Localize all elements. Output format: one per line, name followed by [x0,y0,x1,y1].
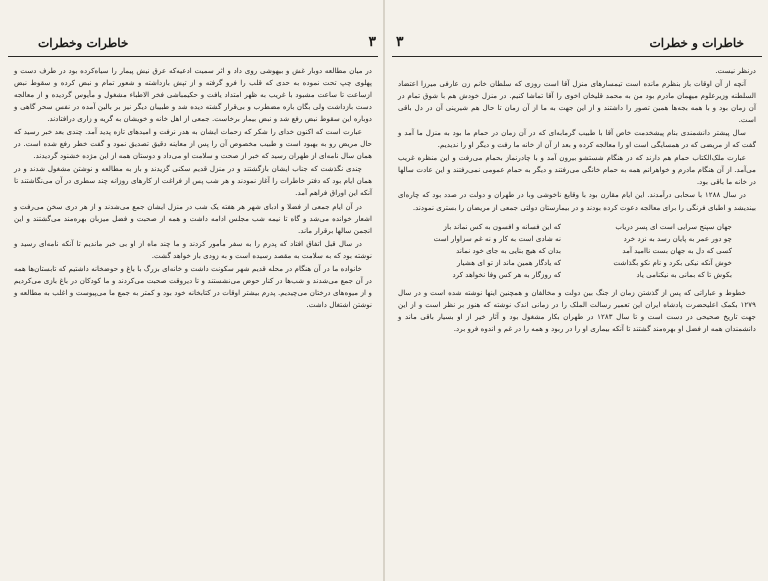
opening-line: درنظر نیست. [715,66,756,75]
poem-verse: خوش آنکه نیکی بکرد و نام نکو بگذاشت [613,257,732,267]
right-running-title: خاطرات و خطرات [649,36,744,50]
poem-verse: کسی که دل به جهان بست ناامید آمد [622,245,732,255]
right-page-closing [392,287,762,335]
paragraph: در سال ۱۲۸۸ با سحابی درآمدند. این ایام مقارن بود با وقایع ناخوشی وبا در طهران و دولت در صدد بود که چاره‌ای بیندیشد و اطبای فرنگی را برای معالجه دعوت کرده بودند و در بیمارستان دولتی جمعی از مریضان را بستری نمودند. [398,190,756,212]
poem-verse: بدان که هیچ بنایی به جای خود نماند [456,245,561,255]
poem-block [392,215,762,287]
poem-verse: چو دور عمر به پایان رسد به نزد خرد [623,233,732,243]
left-page [8,0,378,581]
right-page-number: ۳ [396,34,404,50]
paragraph: در آن ایام جمعی از فضلا و ادبای شهر هر هفته یک شب در منزل ایشان جمع می‌شدند و از هر دری سخن می‌رفت و اشعار خوانده می‌شد و گاه تا نیمه شب مجلس ادامه داشت و همه از صحبت و فضل میزبان بهره‌مند می‌گشتند و این انجمن سالها برقرار ماند. [14,201,372,235]
poem-verse: که روزگار به هر کس وفا نخواهد کرد [452,269,561,279]
book-gutter [383,0,385,581]
paragraph: سال پیشتر دانشمندی بنام پیشخدمت خاص آقا با طبیب گرمابه‌ای که در آن زمان در حمام ما بود به منزل ما آمد و گفت که از مریضی که در همسایگی است او را معالجه کرده و بعد از آن از خانه ما رفت و دیگر او را ندیدیم. [398,128,756,150]
right-page-header [392,34,762,57]
left-running-title: خاطرات وخطرات [38,36,129,50]
paragraph: در سال قبل اتفاق افتاد که پدرم را به سفر مأمور کردند و ما چند ماه از او بی خبر ماندیم تا آنکه نامه‌ای رسید و نوشته بود که به سلامت به مقصد رسیده است و به زودی باز خواهد گشت. [14,238,372,260]
right-page [392,0,762,581]
paragraph: چندی نگذشت که جناب ایشان بازگشتند و در منزل قدیم سکنی گزیدند و باز به مطالعه و نوشتن مشغول شدند و در همان ایام بود که دفتر خاطرات را آغاز نمودند و هر شب پس از فراغت از کارهای روزانه چند سطری در آن می‌نگاشتند تا آنکه این اوراق فراهم آمد. [14,164,372,198]
poem-verse: جهان سپنج سرایی است ای پسر دریاب [615,221,732,231]
left-page-body [8,57,378,311]
poem-verse: که این فسانه و افسون به کس نماند باز [443,221,561,231]
poem-verse: بکوش تا که بمانی به نیکنامی یاد [636,269,732,279]
paragraph: آنچه از آن اوقات باز بنظرم مانده است تیمسارهای منزل آقا است روزی که سلطان خانم زن عارفی میرزا اعتضاد السلطنه وزیرعلوم میهمان مادرم بود من به محمد قلیخان اخوی را آقا تماشا کنیم. در منزل خودش هم با شوق تمام در آن زمان بود و با همه بجه‌ها همین تصور را داشتند و از این جهت به ما از آن زمان تا حال هم شیرینی آن در دل باقی است. [398,79,756,125]
right-page-body [392,57,762,214]
paragraph: عبارت است که اکنون خدای را شکر که زحمات ایشان به هدر نرفت و امیدهای تازه پدید آمد. چندی بعد خبر رسید که حال مریض رو به بهبود است و طبیب مخصوص آن را پس از معاینه دقیق تصدیق نمود و گفت خطر رفع شده است. در همان سال نامه‌ای از طهران رسید که خبر از صحت و سلامت او می‌داد و دوستان همه از این مژده خشنود گردیدند. [14,127,372,161]
poem-verse: نه شادی است به کار و نه غم سزاوار است [433,233,561,243]
paragraph: عبارت ملک‌الکتاب حمام هم دارند که در هنگام شستشو بیرون آمد و با چادرنماز بحمام می‌رفت و این منظره غریب می‌آمد. از آن هنگام مادرم و خواهرانم همه به حمام خانگی می‌رفتند و دیگر به حمام عمومی نمی‌رفتند و این عادت سالها در خانه ما باقی بود. [398,153,756,187]
left-page-header [8,34,378,57]
left-page-number: ۳ [368,34,376,50]
paragraph: در میان مطالعه دوبار غش و بیهوشی روی داد و اثر سمیت ادعیه‌که عرق نیش پیمار را سیاه‌کرده بود در طرف دست و پهلوی چپ تحت نموده به حدی که قلب را فرو گرفته و از تپش بازداشته و شعور تمام و نبض کرده و سقوط نبض ازساعت تا ساعت مشبود با غریب به ظهر امتداد یافت و حکیمباشی فخر الاطباء مشغول و مأیوس گردیده و از معالجه دست بازداشت ولی بگان باره مضطرب و بی‌قرار گشته دیده شد و طبیبان دیگر نیز بر بالین آمده در نفس سحر گاهی و دوباره این سقوط نبض رفع شد و نبض بیمار برخاست. جمعی از اهل خانه و خویشان به گریه و زاری درافتادند. [14,66,372,124]
poem-verse: که یادگار همین ماند از تو ای هشیار [457,257,561,267]
paragraph: خانواده ما در آن هنگام در محله قدیم شهر سکونت داشت و خانه‌ای بزرگ با باغ و حوضخانه داشتیم که تابستان‌ها همه در آن جمع می‌شدند و شب‌ها در کنار حوض می‌نشستند و تا دیروقت صحبت می‌کردند و ما کودکان در باغ بازی می‌کردیم و از میوه‌های درختان می‌چیدیم. پدرم بیشتر اوقات در کتابخانه خود بود و کمتر به جمع ما می‌پیوست و اغلب به مطالعه و نوشتن اشتغال داشت. [14,263,372,309]
paragraph: خطوط و عباراتی که پس از گذشتن زمان از جنگ بین دولت و مخالفان و همچنین اینها نوشته شده است و در سال ۱۲۷۹ بکمک اعلیحضرت پادشاه ایران این تعمیر رسالت الملک را در زمانی اندک نوشته که هنوز بر نظر است و از این جهت تاریخ صحیحی در دست است و تا سال ۱۲۸۳ در طهران بکار مشغول بود و آثار خیر از او بسیار باقی ماند و دانشمندان همه از فضل او بهره‌مند گشتند تا آنکه بیماری او را در ربود و همه را در غم و اندوه فرو برد. [398,287,756,333]
